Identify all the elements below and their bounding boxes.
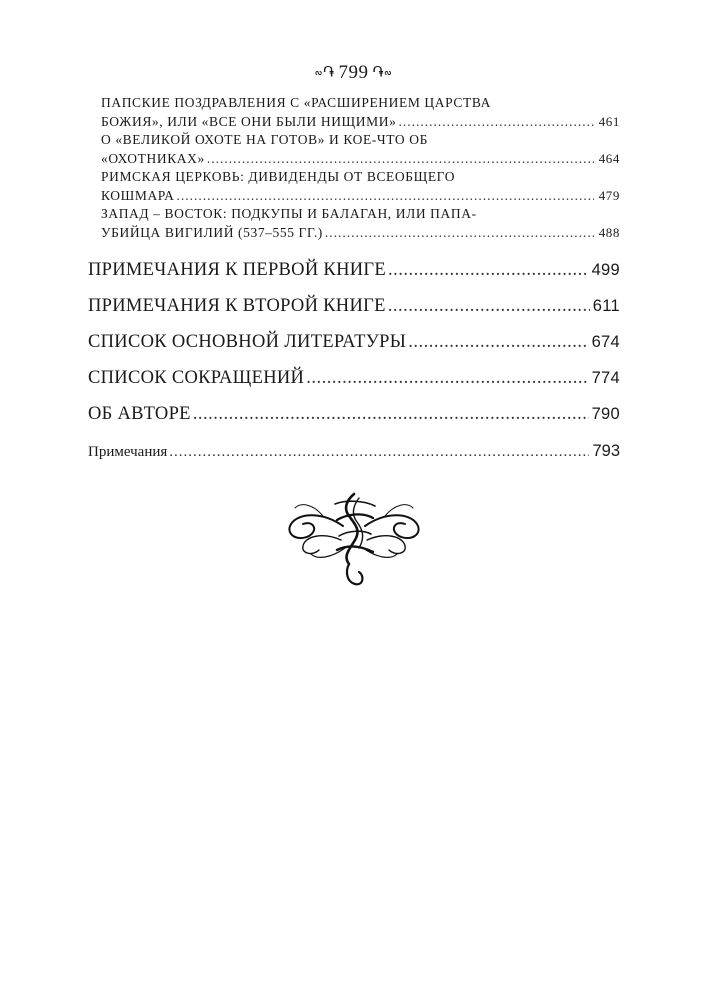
toc-page-number: 774 <box>591 369 620 387</box>
toc-sub-entry[interactable] <box>101 131 620 168</box>
toc-entry-bibliography[interactable] <box>88 331 620 353</box>
toc-page-number: 488 <box>598 224 620 240</box>
toc-entry-title: СПИСОК СОКРАЩЕНИЙ <box>88 368 305 388</box>
leader-dots <box>177 187 594 206</box>
page-header <box>0 62 707 84</box>
toc-page-number: 611 <box>592 297 620 315</box>
toc-entry-abbreviations[interactable] <box>88 367 620 389</box>
toc-entry-notes-book-two[interactable] <box>88 295 620 317</box>
toc-sub-entry[interactable] <box>101 94 620 131</box>
toc-entry-title: ПРИМЕЧАНИЯ К ПЕРВОЙ КНИГЕ <box>88 260 386 280</box>
table-of-contents <box>88 94 620 462</box>
toc-page-number: 790 <box>591 405 620 423</box>
toc-entry-title: СПИСОК ОСНОВНОЙ ЛИТЕРАТУРЫ <box>88 332 407 352</box>
toc-entry-line2: КОШМАРА <box>101 187 175 203</box>
toc-entry-title: ПРИМЕЧАНИЯ К ВТОРОЙ КНИГЕ <box>88 296 386 316</box>
leader-dots <box>398 113 593 132</box>
leader-dots <box>388 295 590 317</box>
page-number: 799 <box>338 62 369 83</box>
leader-dots <box>306 367 588 389</box>
toc-entry-line2: «ОХОТНИКАХ» <box>101 150 205 166</box>
toc-entry-line1: ПАПСКИЕ ПОЗДРАВЛЕНИЯ С «РАСШИРЕНИЕМ ЦАРСТВА <box>101 95 491 110</box>
toc-page-number: 464 <box>598 150 620 166</box>
leader-dots <box>388 259 589 281</box>
toc-page-number: 793 <box>592 442 620 460</box>
toc-entry-line1: О «ВЕЛИКОЙ ОХОТЕ НА ГОТОВ» И КОЕ-ЧТО ОБ <box>101 132 428 147</box>
toc-sub-entry[interactable] <box>101 168 620 205</box>
leader-dots <box>169 442 589 462</box>
toc-entry-line1: ЗАПАД – ВОСТОК: ПОДКУПЫ И БАЛАГАН, ИЛИ ПАПА- <box>101 206 477 221</box>
toc-entry-line2: УБИЙЦА ВИГИЛИЙ (537–555 ГГ.) <box>101 224 323 240</box>
toc-page-number: 461 <box>598 113 620 129</box>
toc-entry-notes[interactable] <box>88 441 620 462</box>
leader-dots <box>325 224 594 243</box>
sub-entries <box>88 94 620 242</box>
toc-sub-entry[interactable] <box>101 205 620 242</box>
leader-dots <box>408 331 588 353</box>
toc-entry-title: Примечания <box>88 444 168 460</box>
toc-entry-title: ОБ АВТОРЕ <box>88 404 191 424</box>
toc-entry-line1: РИМСКАЯ ЦЕРКОВЬ: ДИВИДЕНДЫ ОТ ВСЕОБЩЕГО <box>101 169 456 184</box>
toc-page-number: 479 <box>598 187 620 203</box>
ornament-left-icon: ∾֏ <box>314 65 335 81</box>
leader-dots <box>193 403 589 425</box>
toc-page-number: 674 <box>591 333 620 351</box>
calligraphic-flourish-icon <box>283 490 425 590</box>
toc-entry-notes-book-one[interactable] <box>88 259 620 281</box>
leader-dots <box>207 150 594 169</box>
toc-entry-about-author[interactable] <box>88 403 620 425</box>
toc-entry-line2: БОЖИЯ», ИЛИ «ВСЕ ОНИ БЫЛИ НИЩИМИ» <box>101 113 397 129</box>
toc-page-number: 499 <box>591 261 620 279</box>
ornament-right-icon: ֏∾ <box>372 65 393 81</box>
